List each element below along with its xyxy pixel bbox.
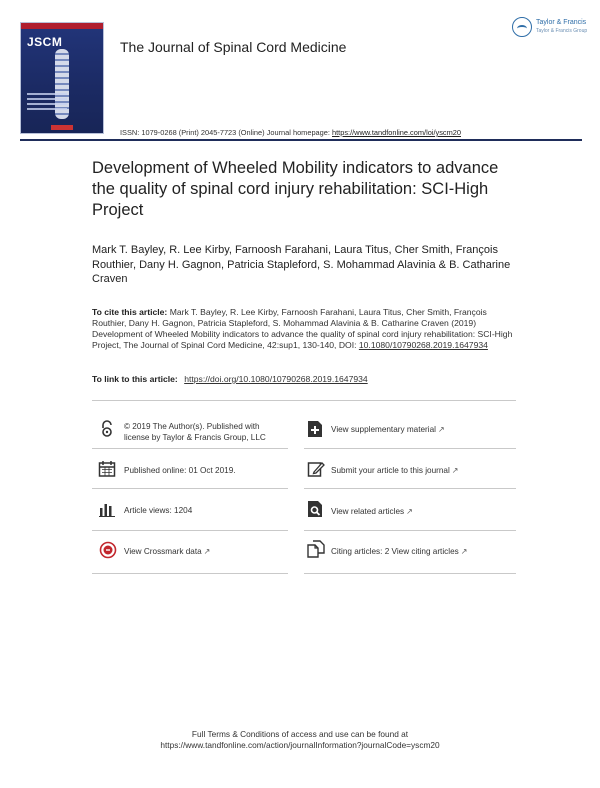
row4-right-rule bbox=[304, 573, 516, 574]
link-line bbox=[92, 374, 368, 384]
issn-text: ISSN: 1079-0268 (Print) 2045-7723 (Online) Journal homepage: bbox=[120, 128, 330, 137]
citing-articles-label: Citing articles: 2 View citing articles bbox=[331, 547, 459, 556]
supplementary-link[interactable] bbox=[331, 425, 445, 436]
cover-top-band bbox=[21, 23, 103, 29]
crossmark-label: View Crossmark data bbox=[124, 547, 202, 556]
bar-chart-icon bbox=[98, 500, 116, 518]
external-link-icon: ↗ bbox=[203, 547, 211, 556]
row3-left-rule bbox=[92, 530, 288, 531]
row2-right-rule bbox=[304, 488, 516, 489]
citation-text: Mark T. Bayley, R. Lee Kirby, Farnoosh Farahani, Laura Titus, Cher Smith, François Routhier, Dany H. Gagnon, Patricia Stapleford, S. Mohammad Alavinia & B. Catharine Craven (2019) Development of Wheeled Mobility indicators to advance the quality of spinal cord injury rehabilitation: SCI-High Project, The Journal of Spinal Cord Medicine, 42:sup1, 130-140, DOI: bbox=[92, 307, 513, 350]
issn-line bbox=[120, 128, 461, 137]
row3-right-rule bbox=[304, 530, 516, 531]
license-notice bbox=[124, 422, 266, 443]
article-views: Article views: 1204 bbox=[124, 506, 193, 515]
article-title: Development of Wheeled Mobility indicators to advance the quality of spinal cord injury rehabilitation: SCI-High Project bbox=[92, 159, 499, 219]
cover-publisher-mark bbox=[51, 125, 73, 130]
external-link-icon: ↗ bbox=[451, 466, 459, 475]
cover-abbreviation: JSCM bbox=[27, 35, 63, 49]
calendar-icon bbox=[98, 460, 116, 478]
related-articles-link[interactable] bbox=[331, 507, 413, 518]
publisher-logo bbox=[512, 17, 588, 39]
crossmark-icon bbox=[99, 541, 117, 559]
submit-article-link[interactable] bbox=[331, 466, 458, 477]
license-line-1: © 2019 The Author(s). Published with bbox=[124, 422, 260, 431]
published-date: Published online: 01 Oct 2019. bbox=[124, 466, 236, 475]
external-link-icon: ↗ bbox=[460, 547, 468, 556]
publisher-logo-icon bbox=[512, 17, 532, 37]
row2-left-rule bbox=[92, 488, 288, 489]
related-search-icon bbox=[307, 500, 325, 518]
cover-text-lines bbox=[27, 93, 67, 113]
journal-title: The Journal of Spinal Cord Medicine bbox=[120, 39, 347, 55]
external-link-icon: ↗ bbox=[406, 507, 413, 516]
crossmark-link[interactable] bbox=[124, 547, 210, 558]
open-access-lock-icon bbox=[98, 420, 116, 438]
license-line-2: license by Taylor & Francis Group, LLC bbox=[124, 432, 266, 442]
edit-pencil-icon bbox=[307, 460, 325, 478]
article-doi-link[interactable]: https://doi.org/10.1080/10790268.2019.1647934 bbox=[184, 374, 368, 384]
journal-cover-thumbnail[interactable] bbox=[20, 22, 104, 134]
link-label: To link to this article: bbox=[92, 374, 178, 384]
terms-footer bbox=[0, 729, 600, 751]
journal-homepage-link[interactable]: https://www.tandfonline.com/loi/yscm20 bbox=[332, 128, 461, 137]
submit-article-label: Submit your article to this journal bbox=[331, 466, 450, 475]
header-divider bbox=[20, 139, 582, 141]
supplementary-label: View supplementary material bbox=[331, 425, 436, 434]
related-articles-label: View related articles bbox=[331, 507, 405, 516]
citing-articles-icon bbox=[307, 540, 325, 558]
citing-articles-link[interactable] bbox=[331, 547, 467, 558]
terms-line: Full Terms & Conditions of access and use can be found at bbox=[191, 729, 409, 739]
publisher-logo-name: Taylor & Francis bbox=[536, 19, 587, 26]
publisher-logo-tagline: Taylor & Francis Group bbox=[536, 28, 588, 34]
citation-block bbox=[92, 307, 520, 351]
article-authors: Mark T. Bayley, R. Lee Kirby, Farnoosh Farahani, Laura Titus, Cher Smith, François Routhier, Dany H. Gagnon, Patricia Stapleford, S. Mohammad Alavinia & B. Catharine Craven bbox=[92, 244, 511, 286]
terms-url-link[interactable]: https://www.tandfonline.com/action/journalInformation?journalCode=yscm20 bbox=[160, 740, 440, 750]
citation-label: To cite this article: bbox=[92, 307, 168, 317]
row4-left-rule bbox=[92, 573, 288, 574]
citation-doi-link[interactable]: 10.1080/10790268.2019.1647934 bbox=[358, 340, 488, 350]
external-link-icon: ↗ bbox=[437, 425, 445, 434]
row1-right-rule bbox=[304, 448, 516, 449]
row1-left-rule bbox=[92, 448, 288, 449]
info-top-rule bbox=[92, 400, 516, 401]
plus-document-icon bbox=[307, 420, 325, 438]
